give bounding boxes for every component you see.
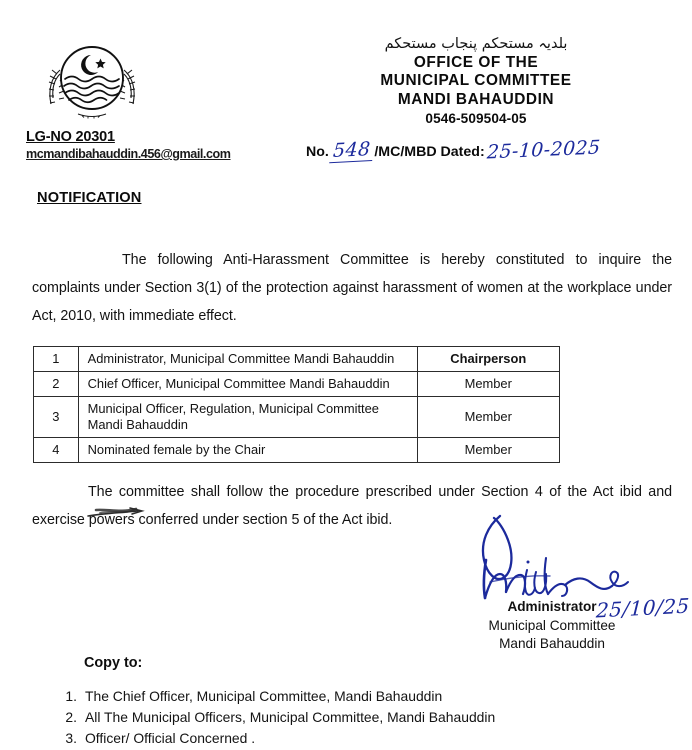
list-item-number: 1. xyxy=(65,688,77,704)
row-designation: Nominated female by the Chair xyxy=(78,438,417,463)
list-item-number: 2. xyxy=(65,709,77,725)
reference-suffix: /MC/MBD xyxy=(374,144,437,160)
table-row xyxy=(34,397,560,438)
signature-date-stamp: 25/10/25 xyxy=(595,593,691,623)
list-item xyxy=(60,728,495,749)
procedure-paragraph-part-2: conferred under section 5 of the Act ibid. xyxy=(134,512,393,528)
dated-label: Dated: xyxy=(440,144,485,160)
list-item-label: Officer/ Official Concerned . xyxy=(85,730,256,746)
row-serial: 3 xyxy=(34,397,79,438)
reference-number-line xyxy=(306,136,601,164)
list-item-label: The Chief Officer, Municipal Committee, Mandi Bahauddin xyxy=(85,688,443,704)
punjab-government-emblem-icon xyxy=(40,34,144,126)
procedure-paragraph-part-1: The committee shall follow the procedure prescribed under Section 4 of the Act ibid and exercise xyxy=(32,484,672,528)
table-row xyxy=(34,372,560,397)
copy-to-heading: Copy to: xyxy=(84,655,143,671)
dated-value: 25-10-2025 xyxy=(486,136,601,164)
list-item xyxy=(60,686,495,707)
intro-paragraph: The following Anti-Harassment Committee is hereby constituted to inquire the complaints under Section 3(1) of the protection against harassment of women at the workplace under Act, 2010, with immediate effect. xyxy=(32,252,672,324)
office-line-1: OFFICE OF THE xyxy=(413,53,539,71)
office-phone: 0546-509504-05 xyxy=(425,110,527,126)
row-role: Member xyxy=(417,438,559,463)
row-serial: 1 xyxy=(34,347,79,372)
row-designation: Administrator, Municipal Committee Mandi Bahauddin xyxy=(78,347,417,372)
reference-number-value: 548 xyxy=(329,138,374,163)
notification-heading: NOTIFICATION xyxy=(37,190,142,206)
committee-members-table xyxy=(33,346,560,463)
list-item-number: 3. xyxy=(65,730,77,746)
office-line-2: MUNICIPAL COMMITTEE xyxy=(380,72,572,90)
copy-to-list xyxy=(60,686,495,749)
document-header xyxy=(0,0,692,175)
signatory-role: Administrator xyxy=(507,599,597,614)
office-title-block xyxy=(286,36,666,128)
row-role: Member xyxy=(417,397,559,438)
urdu-title: بلدیہ مستحکم پنجاب مستحکم xyxy=(384,36,568,52)
procedure-paragraph xyxy=(32,478,672,534)
letterhead-left-block xyxy=(24,34,274,161)
table-row xyxy=(34,347,560,372)
row-designation: Municipal Officer, Regulation, Municipal Committee Mandi Bahauddin xyxy=(78,397,417,438)
row-serial: 4 xyxy=(34,438,79,463)
table-row xyxy=(34,438,560,463)
no-label: No. xyxy=(306,144,329,160)
lg-number: LG-NO 20301 xyxy=(26,129,115,145)
struck-word: powers xyxy=(88,512,135,528)
signatory-office-line-1: Municipal Committee xyxy=(488,617,616,633)
list-item-label: All The Municipal Officers, Municipal Committee, Mandi Bahauddin xyxy=(85,709,496,725)
office-email: mcmandibahauddin.456@gmail.com xyxy=(26,147,231,161)
list-item xyxy=(60,707,495,728)
signatory-office-line-2: Mandi Bahauddin xyxy=(499,636,605,651)
row-designation: Chief Officer, Municipal Committee Mandi Bahauddin xyxy=(78,372,417,397)
row-serial: 2 xyxy=(34,372,79,397)
row-role: Member xyxy=(417,372,559,397)
table-body xyxy=(34,347,560,463)
office-line-3: MANDI BAHAUDDIN xyxy=(397,90,555,108)
row-role: Chairperson xyxy=(417,347,559,372)
